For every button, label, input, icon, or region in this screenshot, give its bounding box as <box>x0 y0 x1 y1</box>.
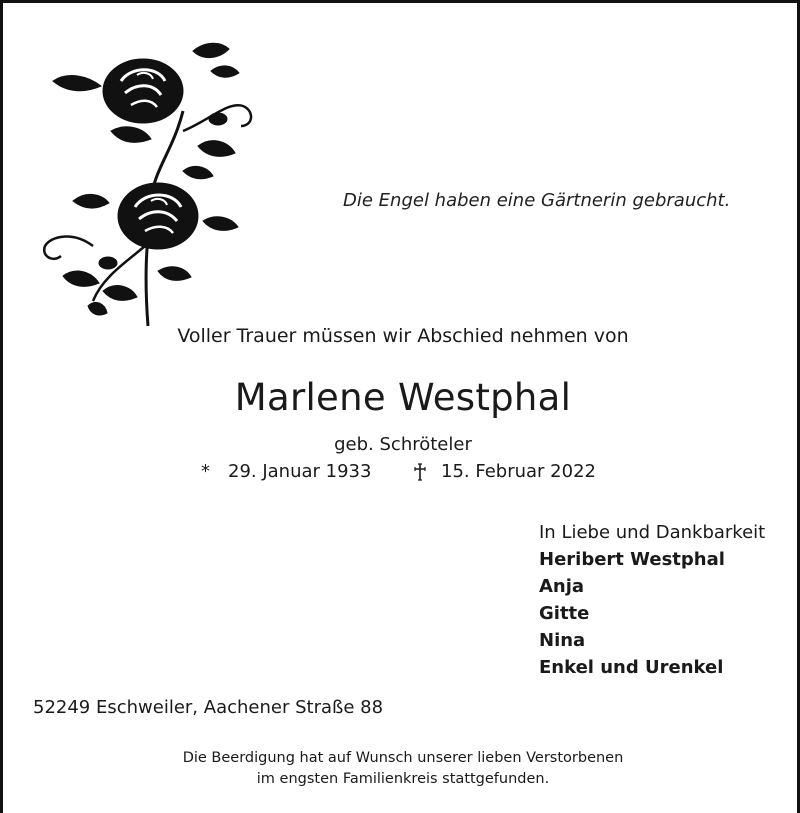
death-date: 15. Februar 2022 <box>441 461 596 482</box>
family-member: Nina <box>539 630 586 651</box>
death-date-line <box>413 461 596 482</box>
family-block <box>539 519 765 681</box>
rose-branch-icon <box>33 31 263 331</box>
family-heading: In Liebe und Dankbarkeit <box>539 522 766 543</box>
birth-star-icon: * <box>201 461 210 482</box>
cross-icon <box>413 463 427 481</box>
family-member: Gitte <box>539 603 590 624</box>
birth-date-line <box>201 461 371 482</box>
funeral-notice <box>3 748 800 790</box>
deceased-name: Marlene Westphal <box>234 376 572 419</box>
notice-line: im engsten Familienkreis stattgefunden. <box>256 771 550 787</box>
motto: Die Engel haben eine Gärtnerin gebraucht. <box>343 190 731 211</box>
family-member: Anja <box>539 576 585 597</box>
birth-date: 29. Januar 1933 <box>228 461 372 482</box>
intro-text: Voller Trauer müssen wir Abschied nehmen von <box>177 325 629 347</box>
maiden-name: geb. Schröteler <box>334 434 472 455</box>
family-member: Enkel und Urenkel <box>539 657 724 678</box>
family-member: Heribert Westphal <box>539 549 725 570</box>
address: 52249 Eschweiler, Aachener Straße 88 <box>33 697 384 718</box>
notice-line: Die Beerdigung hat auf Wunsch unserer lieben Verstorbenen <box>182 750 624 766</box>
